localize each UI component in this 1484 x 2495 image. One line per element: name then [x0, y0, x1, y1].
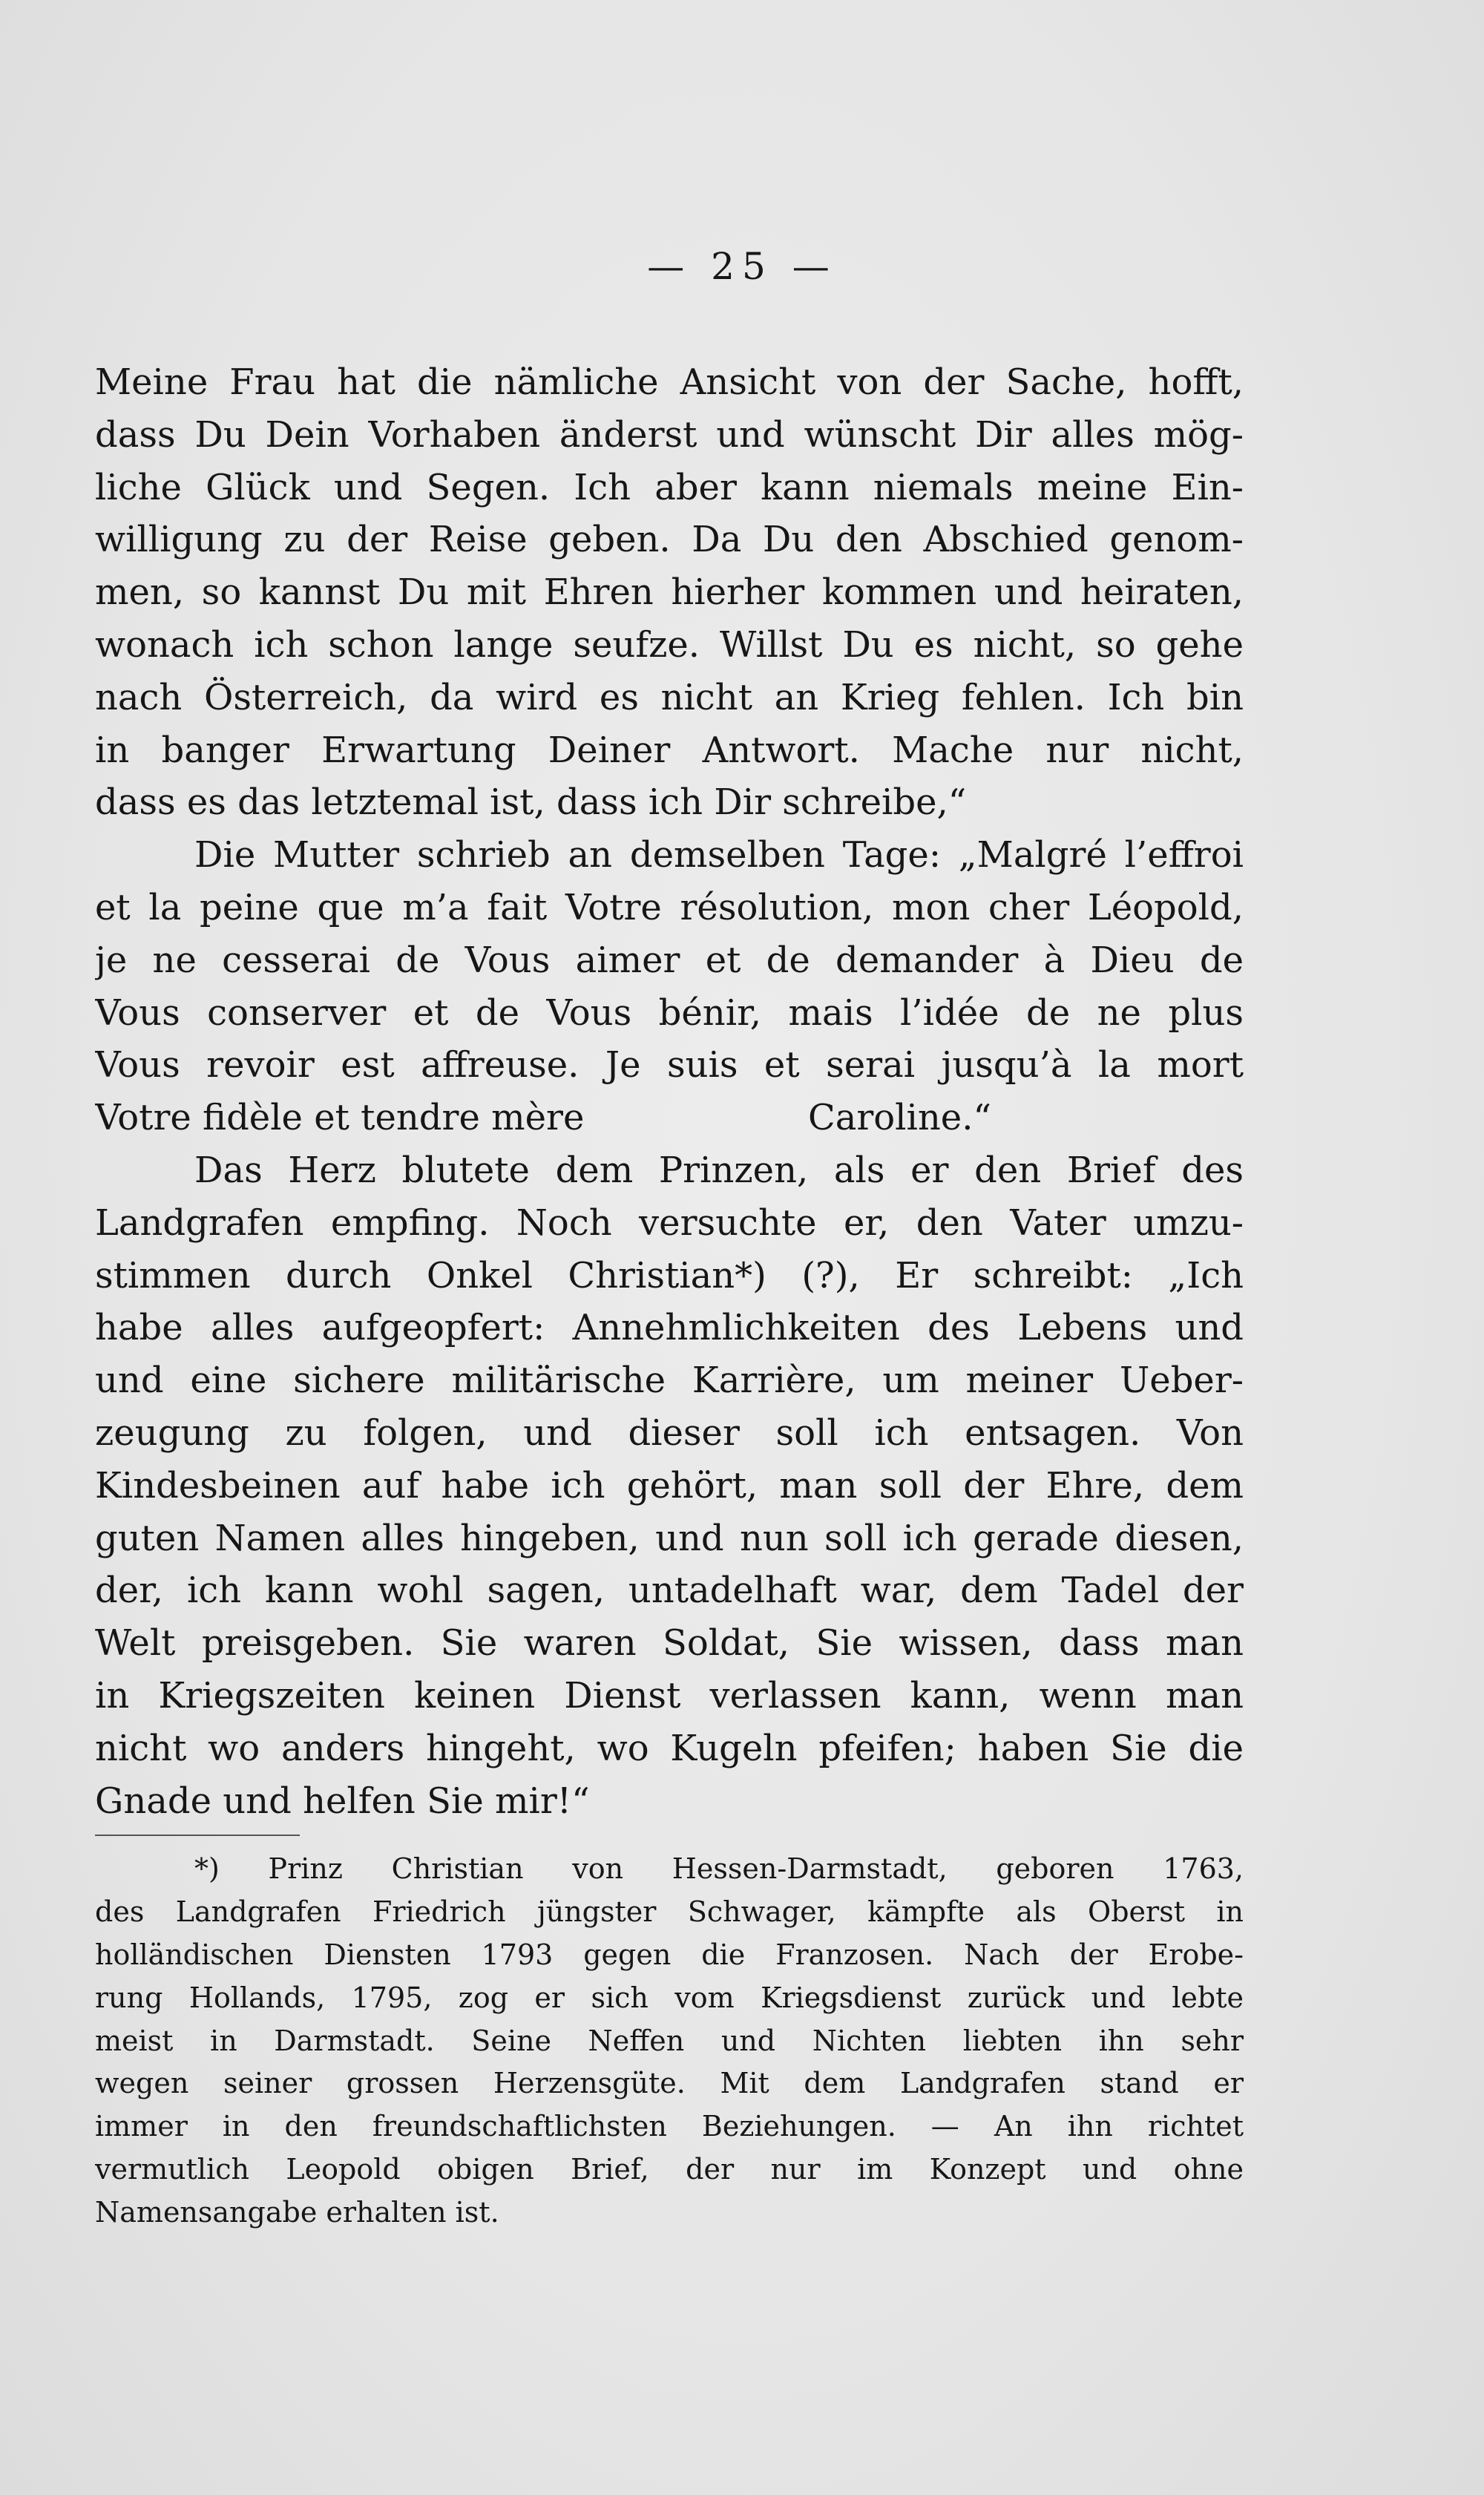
footnote-line: *) Prinz Christian von Hessen-Darmstadt, geboren 1763, — [194, 1852, 1244, 1885]
footnote-line: immer in den freundschaftlichsten Beziehungen. — An ihn richtet — [95, 2110, 1244, 2143]
text-line: dass Du Dein Vorhaben änderst und wünscht Dir alles mög- — [95, 413, 1244, 456]
footnote-line: Namensangabe erhalten ist. — [95, 2196, 499, 2229]
text-line: men, so kannst Du mit Ehren hierher kommen und heiraten, — [95, 571, 1244, 614]
text-line: nicht wo anders hingeht, wo Kugeln pfeifen; haben Sie die — [95, 1727, 1244, 1769]
text-line: et la peine que m’a fait Votre résolution, mon cher Léopold, — [95, 886, 1244, 928]
text-line: Welt preisgeben. Sie waren Soldat, Sie wissen, dass man — [95, 1622, 1244, 1665]
text-line: willigung zu der Reise geben. Da Du den Abschied genom- — [95, 519, 1244, 561]
footnote-line: vermutlich Leopold obigen Brief, der nur im Konzept und ohne — [95, 2153, 1244, 2186]
text-line: zeugung zu folgen, und dieser soll ich entsagen. Von — [95, 1412, 1244, 1454]
text-line: habe alles aufgeopfert: Annehmlichkeiten des Lebens und — [95, 1307, 1244, 1349]
signature: Caroline.“ — [807, 1097, 991, 1139]
footnote — [95, 1848, 1244, 2235]
text-line: nach Österreich, da wird es nicht an Krieg fehlen. Ich bin — [95, 676, 1244, 718]
page-number: — 25 — — [647, 245, 837, 288]
footnote-line: des Landgrafen Friedrich jüngster Schwager, kämpfte als Oberst in — [95, 1895, 1244, 1928]
text-line: Gnade und helfen Sie mir!“ — [95, 1780, 590, 1822]
text-line: stimmen durch Onkel Christian*) (?), Er schreibt: „Ich — [95, 1254, 1244, 1296]
text-line: wonach ich schon lange seufze. Willst Du es nicht, so gehe — [95, 623, 1244, 666]
text-line: Vous revoir est affreuse. Je suis et serai jusqu’à la mort — [95, 1044, 1244, 1086]
footnote-line: rung Hollands, 1795, zog er sich vom Kriegsdienst zurück und lebte — [95, 1981, 1244, 2014]
text-line: Meine Frau hat die nämliche Ansicht von der Sache, hofft, — [95, 361, 1244, 403]
text-line: und eine sichere militärische Karrière, um meiner Ueber- — [95, 1360, 1244, 1402]
text-line: Kindesbeinen auf habe ich gehört, man soll der Ehre, dem — [95, 1464, 1244, 1506]
paragraph-start-line: Das Herz blutete dem Prinzen, als er den Brief des — [194, 1149, 1244, 1191]
footnote-divider — [95, 1835, 300, 1836]
text-line: Landgrafen empfing. Noch versuchte er, den Vater umzu- — [95, 1201, 1244, 1244]
text-line: liche Glück und Segen. Ich aber kann niemals meine Ein- — [95, 466, 1244, 508]
closing-text: Votre fidèle et tendre mère — [95, 1097, 585, 1139]
text-line: Vous conserver et de Vous bénir, mais l’idée de ne plus — [95, 991, 1244, 1034]
footnote-line: meist in Darmstadt. Seine Neffen und Nichten liebten ihn sehr — [95, 2024, 1244, 2057]
main-text — [95, 356, 1244, 1827]
text-line: je ne cesserai de Vous aimer et de demander à Dieu de — [95, 939, 1244, 981]
closing-line — [95, 1092, 1244, 1144]
text-line: der, ich kann wohl sagen, untadelhaft war, dem Tadel der — [95, 1570, 1244, 1612]
text-line: in banger Erwartung Deiner Antwort. Mache nur nicht, — [95, 729, 1244, 771]
text-line: guten Namen alles hingeben, und nun soll ich gerade diesen, — [95, 1517, 1244, 1559]
footnote-line: holländischen Diensten 1793 gegen die Franzosen. Nach der Erobe- — [95, 1938, 1244, 1971]
paragraph-start-line: Die Mutter schrieb an demselben Tage: „Malgré l’effroi — [194, 834, 1244, 876]
footnote-line: wegen seiner grossen Herzensgüte. Mit dem Landgrafen stand er — [95, 2067, 1244, 2100]
text-line: in Kriegszeiten keinen Dienst verlassen kann, wenn man — [95, 1674, 1244, 1717]
text-line: dass es das letztemal ist, dass ich Dir schreibe,“ — [95, 781, 967, 824]
